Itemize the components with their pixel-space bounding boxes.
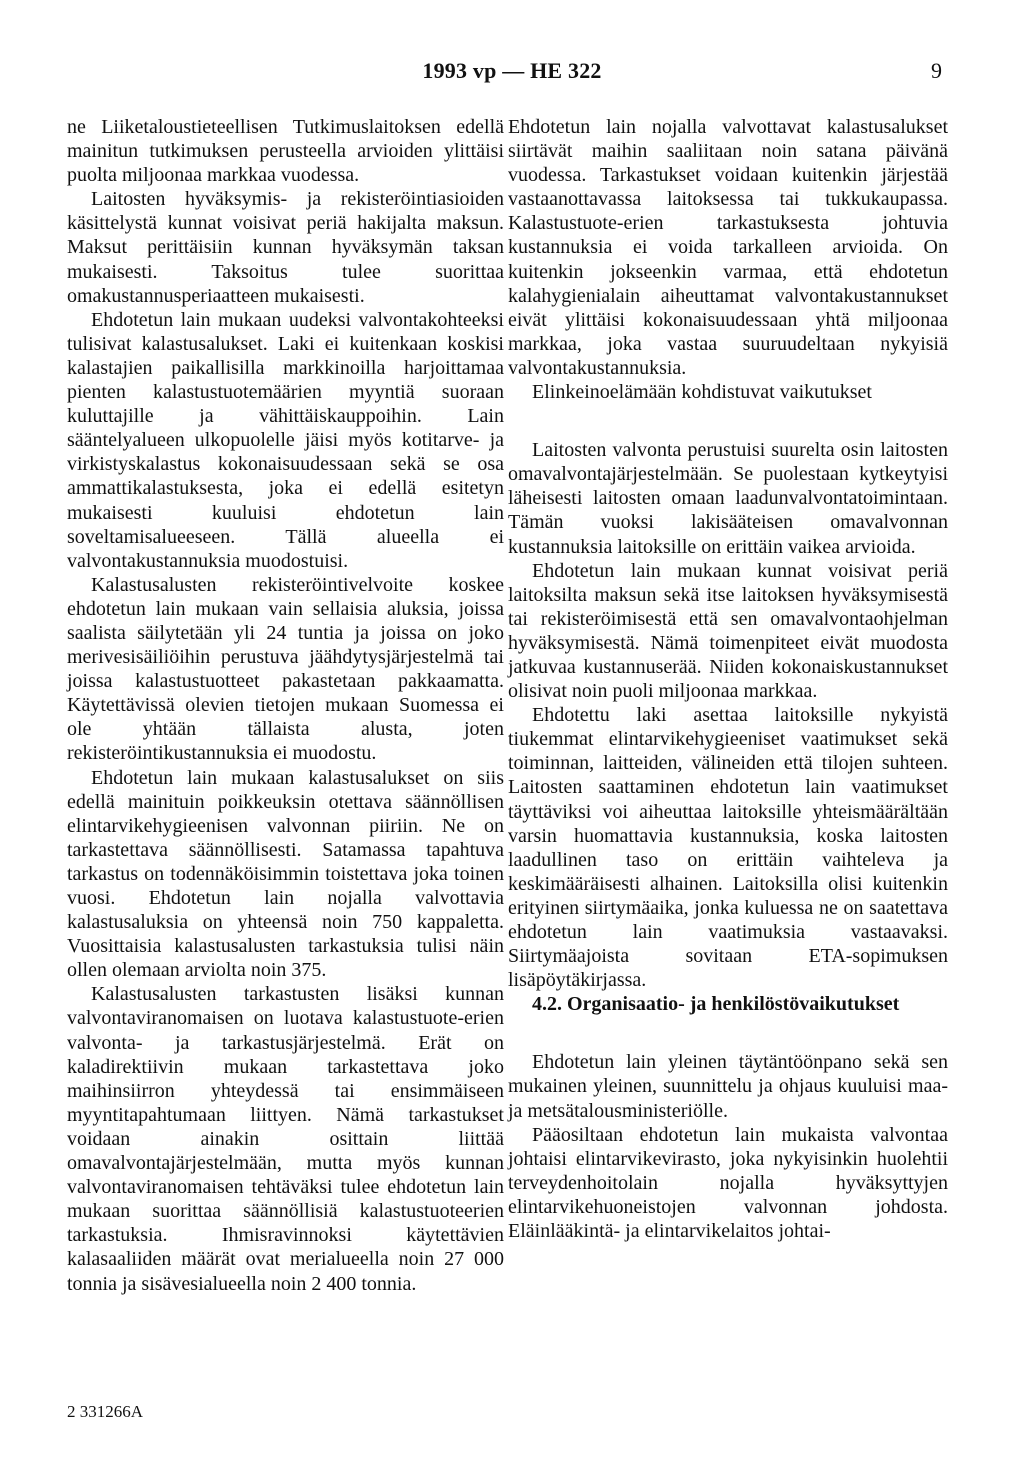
right-column — [508, 115, 948, 1243]
paragraph: Ehdotetun lain nojalla valvottavat kalastusalukset siirtävät maihin saaliitaan noin satana päivänä vuodessa. Tarkastukset voidaan kuitenkin järjestää vastaanottavassa laitoksessa tai tukkukaupassa. Kalastustuote-erien tarkastuksesta johtuvia kustannuksia ei voida tarkalleen arvioida. On kuitenkin jokseenkin varmaa, että ehdotetun kalahygienialain aiheuttamat valvontakustannukset eivät ylittäisi kokonaisuudessaan yhtä miljoonaa markkaa, joka vastaa suuruudeltaan nykyisiä valvontakustannuksia. — [508, 116, 948, 379]
paragraph: Pääosiltaan ehdotetun lain mukaista valvontaa johtaisi elintarvikevirasto, joka nykyisinkin huolehtii terveydenhoitolain nojalla hyväksyttyjen elintarvikehuoneistojen valvonnan johdosta. Eläinlääkintä- ja elintarvikelaitos johtai- — [508, 1123, 948, 1243]
page-header — [0, 58, 1024, 88]
paragraph: Laitosten hyväksymis- ja rekisteröintiasioiden käsittelystä kunnat voisivat periä hakijalta maksun. Maksut perittäisiin kunnan hyväksymän taksan mukaisesti. Taksoitus tulee suorittaa omakustannusperiaatteen mukaisesti. — [67, 188, 504, 307]
paragraph: Ehdotetun lain yleinen täytäntöönpano sekä sen mukainen yleinen, suunnittelu ja ohjaus kuuluisi maa- ja metsätalousministeriölle. — [508, 1051, 948, 1122]
left-column — [67, 115, 504, 1296]
paragraph: Ehdotettu laki asettaa laitoksille nykyistä tiukemmat elintarvikehygieeniset vaatimukset sekä toiminnan, laitteiden, välineiden että tilojen suhteen. Laitosten saattaminen ehdotetun lain vaatimukset täyttäviksi voi aiheuttaa laitoksille yhteismäärältään varsin huomattavia kustannuksia, koska laitosten laadullinen taso on erittäin vaihteleva ja keskimääräisesti alhainen. Laitoksilla olisi kuitenkin erityinen siirtymäaika, jonka kuluessa ne on saatettava ehdotetun lain vaatimuksia vastaavaksi. Siirtymäajoista sovitaan ETA-sopimuksen lisäpöytäkirjassa. — [508, 704, 948, 992]
page-number: 9 — [931, 58, 942, 83]
paragraph: Kalastusalusten rekisteröintivelvoite koskee ehdotetun lain mukaan vain sellaisia aluksia, joissa saalista säilytetään yli 24 tuntia ja joissa on joko merivesisäiliöihin perustuva jäähdytysjärjestelmä tai joissa kalastustuotteet pakastetaan pakkaamatta. Käytettävissä olevien tietojen mukaan Suomessa ei ole yhtään tällaista alusta, joten rekisteröintikustannuksia ei muodostu. — [67, 573, 504, 765]
paragraph: Kalastusalusten tarkastusten lisäksi kunnan valvontaviranomaisen on luotava kalastustuote-erien valvonta- ja tarkastusjärjestelmä. Erät on kaladirektiivin mukaan tarkastettava joko maihinsiirron yhteydessä tai ensimmäiseen myyntitapahtumaan liittyen. Nämä tarkastukset voidaan ainakin osittain liittää omavalvontajärjestelmään, mutta myös kunnan valvontaviranomaisen tehtäväksi tulee ehdotetun lain mukaan suorittaa säännöllisiä kalastustuoteerien tarkastuksia. Ihmisravinnoksi käytettävien kalasaaliiden määrät ovat merialueella noin 27 000 tonnia ja sisävesialueella noin 2 400 tonnia. — [67, 983, 504, 1295]
paragraph: Ehdotetun lain mukaan kalastusalukset on siis edellä mainituin poikkeuksin otettava säännöllisen elintarvikehygieenisen valvonnan piiriin. Ne on tarkastettava säännöllisesti. Satamassa tapahtuva tarkastus on todennäköisimmin toistettava joka toinen vuosi. Ehdotetun lain nojalla valvottavia kalastusaluksia on yhteensä noin 750 kappaletta. Vuosittaisia kalastusalusten tarkastuksia tulisi näin ollen olemaan arviolta noin 375. — [67, 766, 504, 982]
header-title: 1993 vp — HE 322 — [422, 58, 602, 83]
paragraph: Laitosten valvonta perustuisi suurelta osin laitosten omavalvontajärjestelmään. Se puolestaan kytkeytyisi läheisesti laitosten omaan laadunvalvontatoimintaan. Tämän vuoksi lakisääteisen omavalvonnan kustannuksia laitoksille on erittäin vaikea arvioida. — [508, 439, 948, 558]
paragraph: ne Liiketaloustieteellisen Tutkimuslaitoksen edellä mainitun tutkimuksen perusteella arvioiden ylittäisi puolta miljoonaa markkaa vuodessa. — [67, 116, 504, 187]
footer-code: 2 331266A — [67, 1402, 144, 1421]
subsection-heading: 4.2. Organisaatio- ja henkilöstövaikutukset — [532, 993, 900, 1016]
section-heading: Elinkeinoelämään kohdistuvat vaikutukset — [532, 381, 872, 404]
paragraph: Ehdotetun lain mukaan uudeksi valvontakohteeksi tulisivat kalastusalukset. Laki ei kuitenkaan koskisi kalastajien paikallisilla markkinoilla harjoittamaa pienten kalastustuotemäärien myyntiä suoraan kuluttajille ja vähittäiskauppoihin. Lain sääntelyalueen ulkopuolelle jäisi myös kotitarve- ja virkistyskalastus kokonaisuudessaan sekä se osa ammattikalastuksesta, joka ei edellä esitetyn mukaisesti kuuluisi ehdotetun lain soveltamisalueeseen. Tällä alueella ei valvontakustannuksia muodostuisi. — [67, 308, 504, 572]
paragraph: Ehdotetun lain mukaan kunnat voisivat periä laitoksilta maksun sekä itse laitoksen hyväksymisestä tai rekisteröimisestä että sen omavalvontaohjelman hyväksymisestä. Nämä toimenpiteet eivät muodosta jatkuvaa kustannuserää. Niiden kokonaiskustannukset olisivat noin puoli miljoonaa markkaa. — [508, 559, 948, 703]
